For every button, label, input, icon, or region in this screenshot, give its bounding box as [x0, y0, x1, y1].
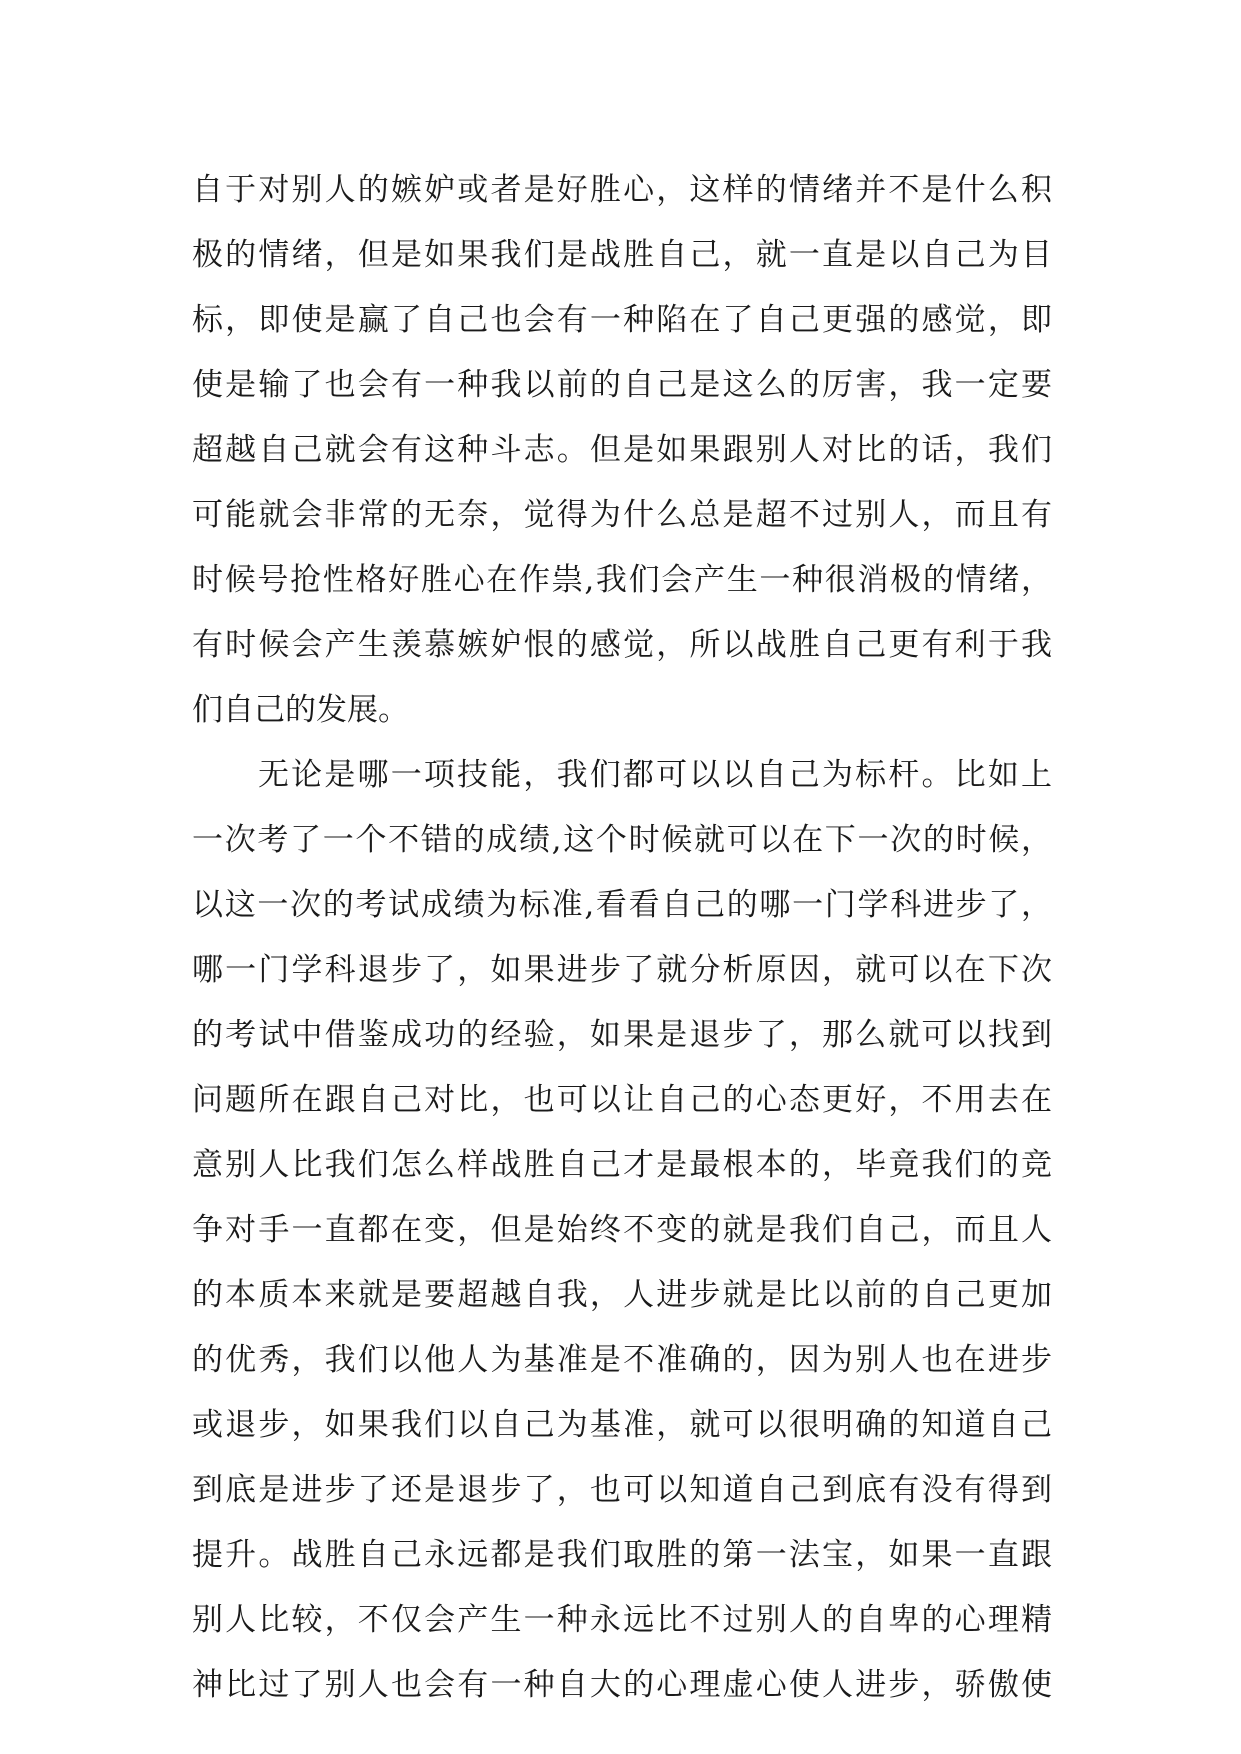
text-line: 意别人比我们怎么样战胜自己才是最根本的，毕竟我们的竞 — [192, 1147, 1052, 1183]
paragraph-1 — [192, 158, 1052, 743]
text-line: 可能就会非常的无奈，觉得为什么总是超不过别人，而且有 — [192, 497, 1052, 533]
text-line: 的优秀，我们以他人为基准是不准确的，因为别人也在进步 — [192, 1342, 1052, 1378]
text-line: 们自己的发展。 — [192, 692, 409, 728]
paragraph-2 — [192, 743, 1052, 1718]
text-line: 使是输了也会有一种我以前的自己是这么的厉害，我一定要 — [192, 367, 1052, 403]
text-line: 或退步，如果我们以自己为基准，就可以很明确的知道自己 — [192, 1407, 1052, 1443]
text-line: 标，即使是赢了自己也会有一种陷在了自己更强的感觉，即 — [192, 302, 1052, 338]
text-line: 一次考了一个不错的成绩,这个时候就可以在下一次的时候， — [192, 822, 1052, 858]
text-line: 问题所在跟自己对比，也可以让自己的心态更好，不用去在 — [192, 1082, 1052, 1118]
text-line: 哪一门学科退步了，如果进步了就分析原因，就可以在下次 — [192, 952, 1052, 988]
text-line: 到底是进步了还是退步了，也可以知道自己到底有没有得到 — [192, 1472, 1052, 1508]
text-line: 以这一次的考试成绩为标准,看看自己的哪一门学科进步了， — [192, 887, 1052, 923]
text-line: 无论是哪一项技能，我们都可以以自己为标杆。比如上 — [258, 757, 1052, 793]
text-line: 极的情绪，但是如果我们是战胜自己，就一直是以自己为目 — [192, 237, 1052, 273]
text-line: 的考试中借鉴成功的经验，如果是退步了，那么就可以找到 — [192, 1017, 1052, 1053]
text-line: 争对手一直都在变，但是始终不变的就是我们自己，而且人 — [192, 1212, 1052, 1248]
text-line: 自于对别人的嫉妒或者是好胜心，这样的情绪并不是什么积 — [192, 172, 1052, 208]
text-line: 别人比较，不仅会产生一种永远比不过别人的自卑的心理精 — [192, 1602, 1052, 1638]
text-line: 神比过了别人也会有一种自大的心理虚心使人进步，骄傲使 — [192, 1667, 1052, 1703]
text-line: 时候号抢性格好胜心在作祟,我们会产生一种很消极的情绪， — [192, 562, 1052, 598]
text-line: 提升。战胜自己永远都是我们取胜的第一法宝，如果一直跟 — [192, 1537, 1052, 1573]
body-text — [192, 158, 1052, 1718]
text-line: 超越自己就会有这种斗志。但是如果跟别人对比的话，我们 — [192, 432, 1052, 468]
text-line: 的本质本来就是要超越自我，人进步就是比以前的自己更加 — [192, 1277, 1052, 1313]
text-line: 有时候会产生羡慕嫉妒恨的感觉，所以战胜自己更有利于我 — [192, 627, 1052, 663]
